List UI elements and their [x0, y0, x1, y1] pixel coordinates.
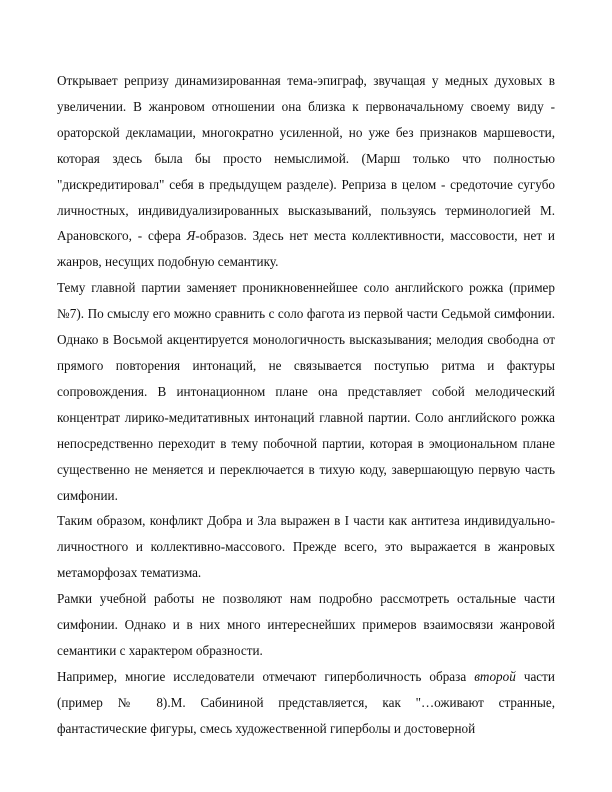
- paragraph-reprise-text: Открывает репризу динамизированная тема-эпиграф, звучащая у медных духовых в увеличении. В жанровом отношении она близка к первоначальному своему виду - ораторской декламации, многократно усиленной, но уже без признаков маршевости, которая здесь была бы просто немыслимой. (Марш только что полностью "дискредитировал" себя в предыдущем разделе). Реприза в целом - средоточие сугубо личностных, индивидуализированных высказываний, пользуясь терминологией М. Арановского, - сфера: [57, 73, 555, 244]
- paragraph-second-part: [57, 664, 555, 742]
- paragraph-reprise: [57, 68, 555, 275]
- paragraph-second-part-before: Например, многие исследователи отмечают гиперболичность образа: [57, 668, 475, 684]
- paragraph-reprise-italic-ya: Я: [186, 228, 196, 244]
- paragraph-scope: Рамки учебной работы не позволяют нам подробно рассмотреть остальные части симфонии. Однако и в них много интереснейших примеров взаимосвязи жанровой семантики с характером образности.: [57, 591, 555, 658]
- paragraph-conflict: Таким образом, конфликт Добра и Зла выражен в I части как антитеза индивидуально-личностного и коллективно-массового. Прежде всего, это выражается в жанровых метаморфозах тематизма.: [57, 513, 555, 581]
- paragraph-second-part-italic: второй: [474, 668, 516, 684]
- paragraph-english-horn: Тему главной партии заменяет проникновеннейшее соло английского рожка (пример №7). По смыслу его можно сравнить с соло фагота из первой части Седьмой симфонии. Однако в Восьмой акцентируется монологичность высказывания; мелодия свободна от прямого повторения интонаций, не связывается поступью ритма и фактуры сопровождения. В интонационном плане она представляет собой мелодический концентрат лирико-медитативных интонаций главной партии. Соло английского рожка непосредственно переходит в тему побочной партии, которая в эмоциональном плане существенно не меняется и переключается в тихую коду, завершающую первую часть симфонии.: [57, 280, 555, 503]
- paragraph-second-part-after: части (пример № 8).М. Сабининой представляется, как "…оживают странные, фантастические фигуры, смесь художественной гиперболы и достоверной: [57, 668, 555, 736]
- paragraph-reprise-tail: -образов. Здесь нет места коллективности, массовости, нет и жанров, несущих подобную семантику.: [57, 228, 555, 270]
- document-body: [57, 68, 555, 742]
